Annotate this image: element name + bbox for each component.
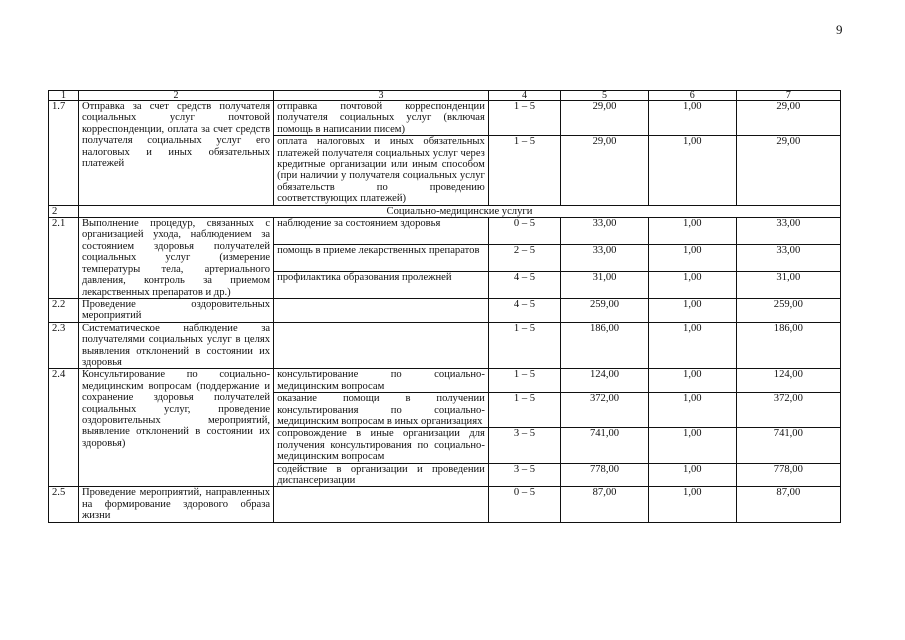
item-number: 2.5 (49, 487, 79, 522)
frequency-cell: 3 – 5 (488, 428, 560, 463)
table-row (49, 101, 841, 136)
cost-cell: 33,00 (736, 245, 840, 272)
frequency-cell: 1 – 5 (488, 136, 560, 205)
column-header: 2 (78, 91, 273, 101)
section-row (49, 205, 841, 217)
column-header: 1 (49, 91, 79, 101)
item-name: Отправка за счет средств получателя социальных услуг почтовой корреспонденции, оплата за счет средств получателя социальных услуг его налоговых и иных обязательных платежей (78, 101, 273, 206)
table-body (49, 91, 841, 523)
tariff-cell: 741,00 (561, 428, 649, 463)
column-header: 3 (274, 91, 489, 101)
tariff-cell: 33,00 (561, 218, 649, 245)
service-description: наблюдение за состоянием здоровья (274, 218, 489, 245)
coefficient-cell: 1,00 (648, 298, 736, 322)
cost-cell: 29,00 (736, 101, 840, 136)
table-row (49, 322, 841, 369)
table-row (49, 487, 841, 522)
item-number: 2.2 (49, 298, 79, 322)
service-description: помощь в приеме лекарственных препаратов (274, 245, 489, 272)
frequency-cell: 2 – 5 (488, 245, 560, 272)
frequency-cell: 0 – 5 (488, 218, 560, 245)
coefficient-cell: 1,00 (648, 136, 736, 205)
coefficient-cell: 1,00 (648, 463, 736, 487)
column-header: 7 (736, 91, 840, 101)
cost-cell: 124,00 (736, 369, 840, 393)
frequency-cell: 1 – 5 (488, 393, 560, 428)
coefficient-cell: 1,00 (648, 393, 736, 428)
coefficient-cell: 1,00 (648, 245, 736, 272)
service-description: оказание помощи в получении консультирования по социально-медицинским вопросам в иных организациях (274, 393, 489, 428)
coefficient-cell: 1,00 (648, 428, 736, 463)
service-description: сопровождение в иные организации для получения консультирования по социально-медицинским вопросам (274, 428, 489, 463)
table-row (49, 298, 841, 322)
service-description: оплата налоговых и иных обязательных платежей получателя социальных услуг через кредитные организации или иным способом (при наличии у получателя социальных услуг обязательств по проведению соответствующих платежей) (274, 136, 489, 205)
service-description: отправка почтовой корреспонденции получателя социальных услуг (включая помощь в написании писем) (274, 101, 489, 136)
cost-cell: 259,00 (736, 298, 840, 322)
frequency-cell: 1 – 5 (488, 322, 560, 369)
frequency-cell: 1 – 5 (488, 369, 560, 393)
item-name: Проведение оздоровительных мероприятий (78, 298, 273, 322)
section-title: Социально-медицинские услуги (78, 205, 840, 217)
column-header: 6 (648, 91, 736, 101)
tariff-cell: 778,00 (561, 463, 649, 487)
tariff-cell: 124,00 (561, 369, 649, 393)
services-table (48, 90, 841, 523)
table-row (49, 369, 841, 393)
service-description: консультирование по социально-медицинским вопросам (274, 369, 489, 393)
tariff-cell: 372,00 (561, 393, 649, 428)
service-description (274, 298, 489, 322)
section-number: 2 (49, 205, 79, 217)
cost-cell: 31,00 (736, 271, 840, 298)
item-name: Проведение мероприятий, направленных на формирование здорового образа жизни (78, 487, 273, 522)
page-number: 9 (836, 22, 843, 37)
cost-cell: 741,00 (736, 428, 840, 463)
coefficient-cell: 1,00 (648, 271, 736, 298)
frequency-cell: 4 – 5 (488, 271, 560, 298)
tariff-cell: 31,00 (561, 271, 649, 298)
cost-cell: 87,00 (736, 487, 840, 522)
item-name: Консультирование по социально-медицинским вопросам (поддержание и сохранение здоровья получателей социальных услуг, проведение оздоровительных мероприятий, выявление отклонений в состоянии их здоровья) (78, 369, 273, 487)
frequency-cell: 0 – 5 (488, 487, 560, 522)
service-description (274, 322, 489, 369)
item-name: Выполнение процедур, связанных с организацией ухода, наблюдением за состоянием здоровья получателей социальных услуг (измерение температуры тела, артериального давления, контроль за приемом лекарственных препаратов и др.) (78, 218, 273, 299)
column-number-row (49, 91, 841, 101)
coefficient-cell: 1,00 (648, 487, 736, 522)
item-number: 1.7 (49, 101, 79, 206)
table-row (49, 218, 841, 245)
frequency-cell: 3 – 5 (488, 463, 560, 487)
frequency-cell: 4 – 5 (488, 298, 560, 322)
item-number: 2.3 (49, 322, 79, 369)
service-description: содействие в организации и проведении диспансеризации (274, 463, 489, 487)
item-number: 2.4 (49, 369, 79, 487)
tariff-cell: 87,00 (561, 487, 649, 522)
service-description: профилактика образования пролежней (274, 271, 489, 298)
cost-cell: 33,00 (736, 218, 840, 245)
coefficient-cell: 1,00 (648, 369, 736, 393)
frequency-cell: 1 – 5 (488, 101, 560, 136)
cost-cell: 29,00 (736, 136, 840, 205)
column-header: 5 (561, 91, 649, 101)
tariff-cell: 29,00 (561, 136, 649, 205)
coefficient-cell: 1,00 (648, 101, 736, 136)
cost-cell: 778,00 (736, 463, 840, 487)
cost-cell: 372,00 (736, 393, 840, 428)
item-number: 2.1 (49, 218, 79, 299)
service-description (274, 487, 489, 522)
item-name: Систематическое наблюдение за получателями социальных услуг в целях выявления отклонений в состоянии их здоровья (78, 322, 273, 369)
tariff-cell: 29,00 (561, 101, 649, 136)
tariff-cell: 259,00 (561, 298, 649, 322)
cost-cell: 186,00 (736, 322, 840, 369)
tariff-cell: 33,00 (561, 245, 649, 272)
coefficient-cell: 1,00 (648, 322, 736, 369)
column-header: 4 (488, 91, 560, 101)
coefficient-cell: 1,00 (648, 218, 736, 245)
tariff-cell: 186,00 (561, 322, 649, 369)
